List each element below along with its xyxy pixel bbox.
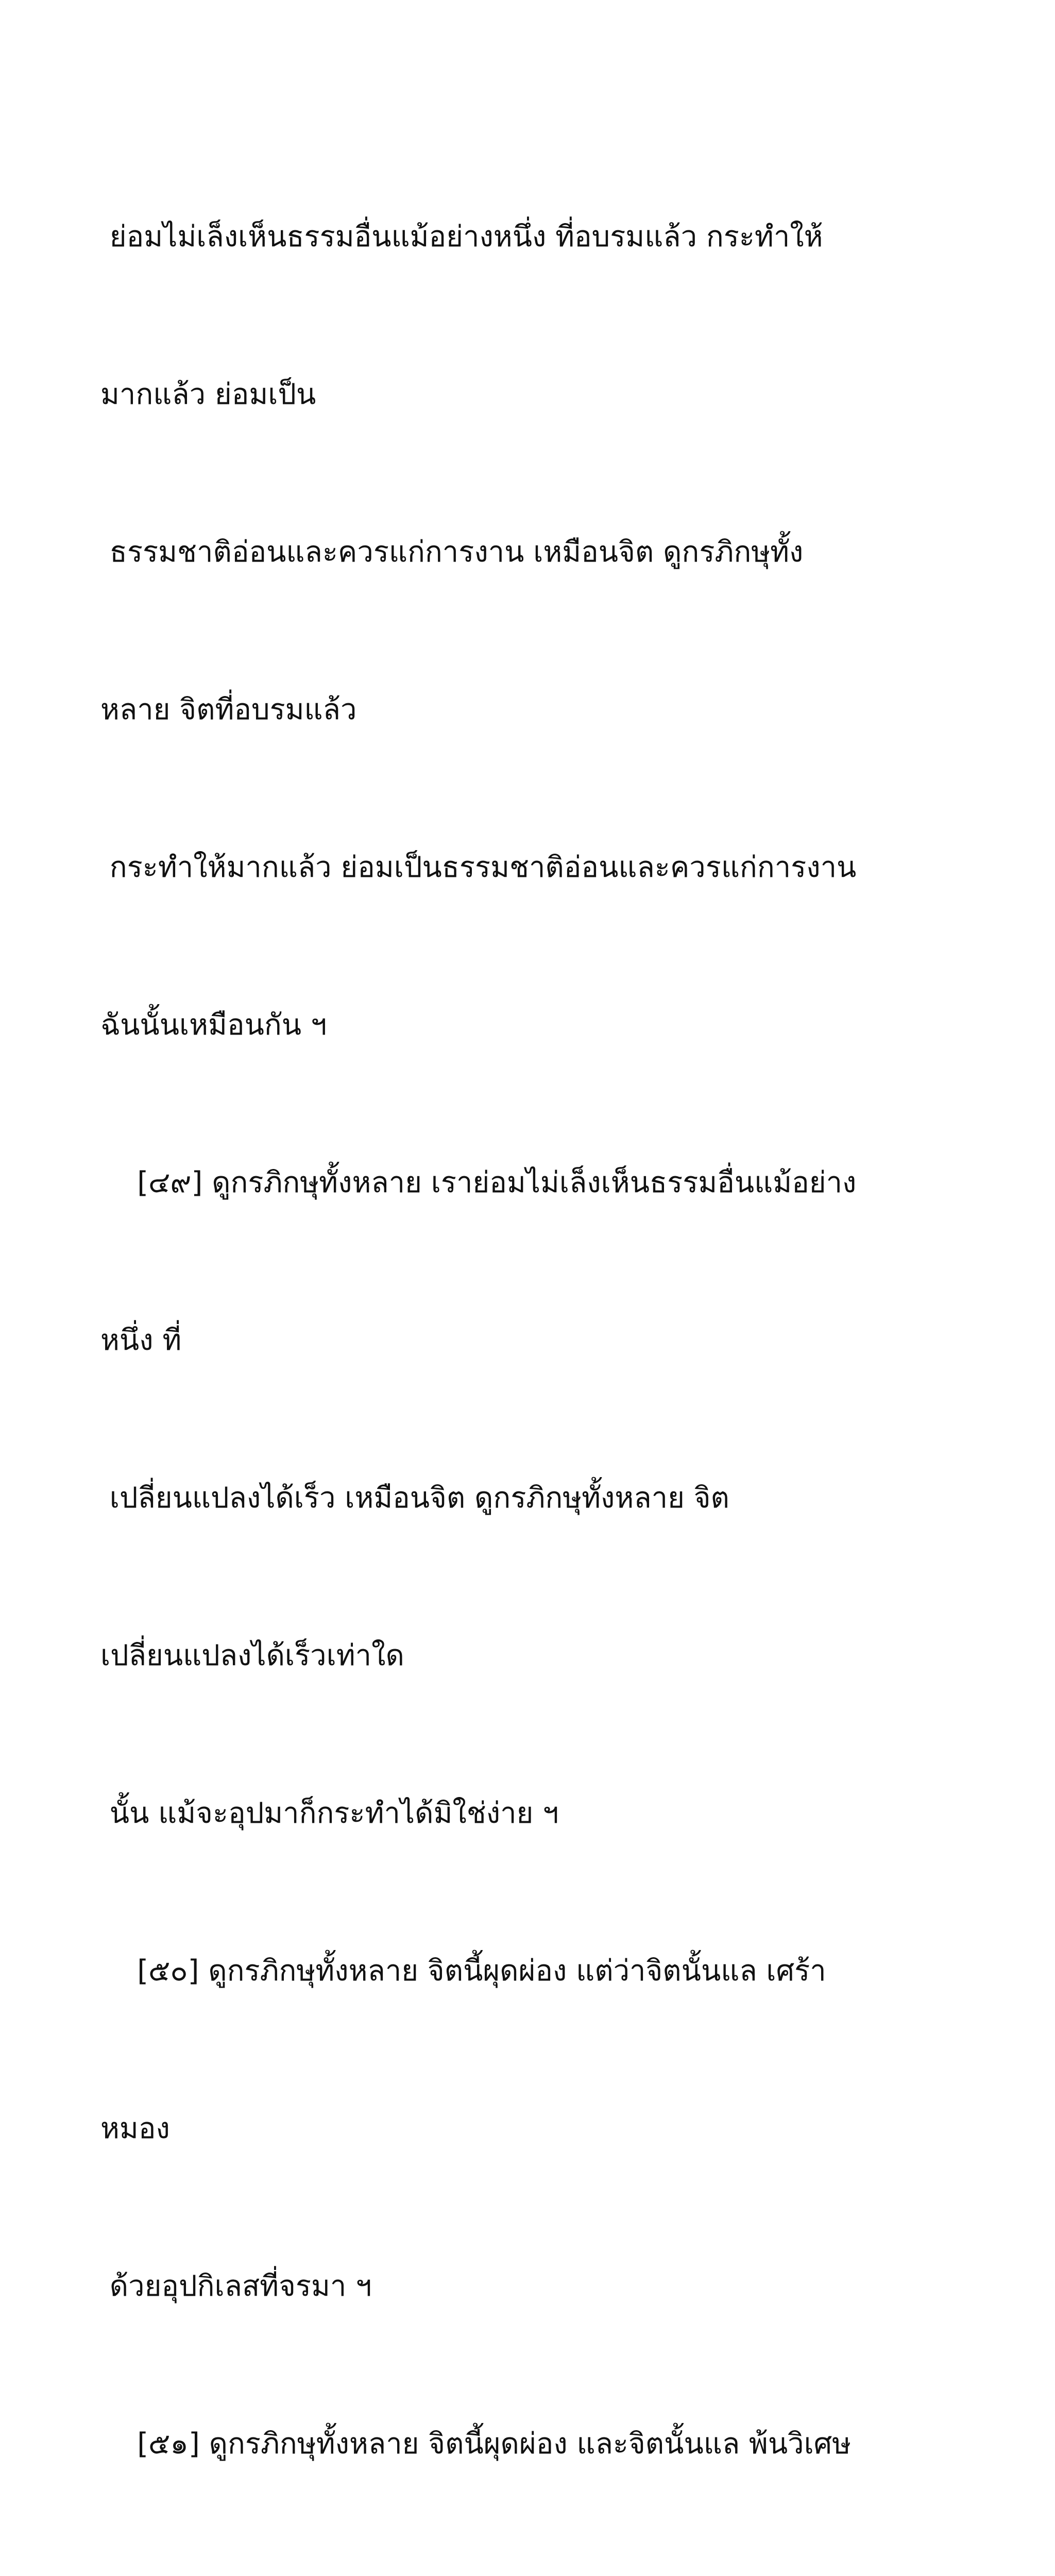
paragraph-51-start: [๕๑] ดูกรภิกษุทั้งหลาย จิตนี้ผุดผ่อง และจิตนั้นแล พ้นวิเศษ xyxy=(100,2427,852,2461)
paragraph-50-start: [๕๐] ดูกรภิกษุทั้งหลาย จิตนี้ผุดผ่อง แต่ว่าจิตนั้นแล เศร้า xyxy=(100,1954,826,1988)
text-line: มากแล้ว ย่อมเป็น xyxy=(100,378,316,411)
text-line: เปลี่ยนแปลงได้เร็วเท่าใด xyxy=(100,1639,404,1672)
text-line: หนึ่ง ที่ xyxy=(100,1324,182,1357)
text-line: นั้น แม้จะอุปมาก็กระทำได้มิใช่ง่าย ฯ xyxy=(100,1797,559,1830)
paragraph-49-start: [๔๙] ดูกรภิกษุทั้งหลาย เราย่อมไม่เล็งเห็นธรรมอื่นแม้อย่าง xyxy=(100,1166,857,1199)
text-line: หมอง xyxy=(100,2112,170,2145)
body-text xyxy=(100,106,976,2576)
text-line: ธรรมชาติอ่อนและควรแก่การงาน เหมือนจิต ดูกรภิกษุทั้ง xyxy=(100,535,804,569)
text-line: ฉันนั้นเหมือนกัน ฯ xyxy=(100,1008,327,1042)
text-line: หลาย จิตที่อบรมแล้ว xyxy=(100,693,357,726)
text-line: เปลี่ยนแปลงได้เร็ว เหมือนจิต ดูกรภิกษุทั้งหลาย จิต xyxy=(100,1481,729,1515)
text-line: ด้วยอุปกิเลสที่จรมา ฯ xyxy=(100,2269,372,2303)
text-line: กระทำให้มากแล้ว ย่อมเป็นธรรมชาติอ่อนและควรแก่การงาน xyxy=(100,851,857,884)
text-line: ย่อมไม่เล็งเห็นธรรมอื่นแม้อย่างหนึ่ง ที่อบรมแล้ว กระทำให้ xyxy=(100,220,823,253)
text-line xyxy=(100,2575,976,2576)
